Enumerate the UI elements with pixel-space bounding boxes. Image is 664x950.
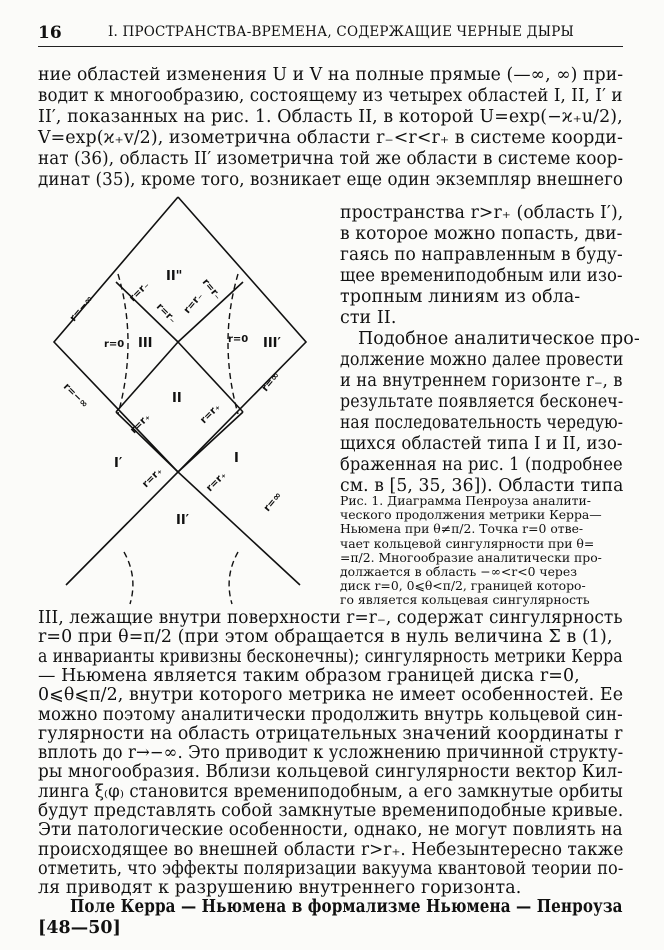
text-line: результате появляется бесконеч- [340,392,624,412]
text-line: будут представлять собой замкнутые времениподобные кривые. [38,801,624,821]
text-line: ная последовательность чередую- [340,413,624,433]
text-line: динат (35), кроме того, возникает еще один экземпляр внешнего [38,170,624,190]
edge-label: r=r₋ [153,301,179,326]
text-line: ля приводят к разрушению внутреннего горизонта. [38,878,522,899]
text-line: 0⩽θ⩽π/2, внутри которого метрика не имеет особенностей. Ее [38,685,624,706]
text-line: и на внутреннем горизонте r₋, в [340,371,623,391]
edge-label: r=−∞ [67,293,96,324]
text-line: см. в [5, 35, 36]). Области типа [340,476,624,496]
text-line: V=exp(ϰ₊v/2), изометрична области r₋<r<r₊ в системе коорди- [38,128,623,148]
penrose-diagram [38,192,328,610]
text-line: тропным линиям из обла- [340,287,581,307]
section-heading-line: [48—50] [38,918,121,938]
ring-singularity-bottom-right [229,552,238,604]
text-line: III, лежащие внутри поверхности r=r₋, содержат сингулярность [38,608,623,628]
caption-line: ческого продолжения метрики Керра— [340,507,602,523]
edge-label: r=r₊ [198,401,223,427]
text-line: гаясь по направленным в буду- [340,245,623,265]
edge-label: r=−∞ [60,381,90,411]
text-line: вплоть до r→−∞. Это приводит к усложнению причинной структу- [38,743,624,764]
region-label: III [138,336,153,351]
text-line: пространства r>r₊ (область I′), [340,203,624,223]
text-line: Подобное аналитическое про- [358,329,640,349]
text-line: можно поэтому аналитически продолжить внутрь кольцевой син- [38,704,623,725]
text-line: должение можно далее провести [340,350,624,370]
region-label: II [172,391,182,406]
caption-line: =π/2. Многообразие аналитически про- [340,549,602,565]
text-line: отметить, что эффекты поляризации вакуума квантовой теории по- [38,858,624,879]
text-line: нат (36), область II′ изометрична той же области в системе коор- [38,149,624,169]
text-line: II′, показанных на рис. 1. Область II, в которой U=exp(−ϰ₊u/2), [38,107,623,127]
text-line: сти II. [340,308,397,328]
running-title: I. ПРОСТРАНСТВА-ВРЕМЕНА, СОДЕРЖАЩИЕ ЧЕРНЫЕ ДЫРЫ [108,24,575,40]
text-line: линга ξ₍φ₎ становится времениподобным, а его замкнутые орбиты [38,781,623,802]
caption-line: диск r=0, 0⩽θ<π/2, границей которо- [340,578,586,594]
caption-line: должается в область −∞<r<0 через [340,564,577,579]
caption-line: го является кольцевая сингулярность [340,592,590,608]
edge-label: r=r₊ [140,465,165,491]
edge-label: r=∞ [259,370,283,394]
text-line: происходящее во внешней области r>r₊. Небезынтересно также [38,839,624,860]
text-line: в которое можно попасть, дви- [340,224,623,244]
edge-label: r=r₊ [204,469,229,495]
text-line: Эти патологические особенности, однако, не могут повлиять на [38,820,623,841]
text-line: ние областей изменения U и V на полные прямые (—∞, ∞) при- [38,65,624,85]
region-label: III′ [263,336,281,351]
ring-singularity-bottom-left [124,552,133,604]
caption-line: Рис. 1. Диаграмма Пенроуза аналити- [340,493,591,508]
text-line: щее времениподобным или изо- [340,266,623,286]
edge-label: r=r₊ [128,411,153,437]
text-line: браженная на рис. 1 (подробнее [340,455,623,475]
edge-label: r=r₋ [127,279,152,305]
edge-label: r=∞ [261,490,285,514]
running-header [38,18,623,47]
right-boundary [178,197,306,585]
region-label: I [234,451,239,466]
text-line: ры многообразия. Вблизи кольцевой сингулярности вектор Кил- [38,762,623,783]
text-line: гулярности на область отрицательных значений координаты r [38,723,623,744]
caption-line: Ньюмена при θ≠π/2. Точка r=0 отве- [340,521,584,537]
horizon-line [178,342,243,412]
caption-line: чает кольцевой сингулярности при θ= [340,535,595,551]
text-line: r=0 при θ=π/2 (при этом обращается в нуль величина Σ в (1), [38,627,613,648]
region-label: I′ [114,456,123,471]
edge-label: r=r₋ [181,290,206,316]
section-heading-line: Поле Керра — Ньюмена в формализме Ньюмена — Пенроуза [70,897,623,917]
point-label: r=0 [228,334,249,345]
text-line: щихся областей типа I и II, изо- [340,434,623,454]
region-label: II′ [176,513,190,528]
text-line: водит к многообразию, состоящему из четырех областей I, II, I′ и [38,86,623,106]
point-label: r=0 [104,339,125,350]
text-line: а инварианты кривизны бесконечны); сингулярность метрики Керра [38,646,623,667]
region-label: II" [166,269,183,284]
text-line: — Ньюмена является таким образом границей диска r=0, [38,665,580,686]
page-number: 16 [38,23,62,43]
edge-label: r=r₋ [199,276,224,302]
